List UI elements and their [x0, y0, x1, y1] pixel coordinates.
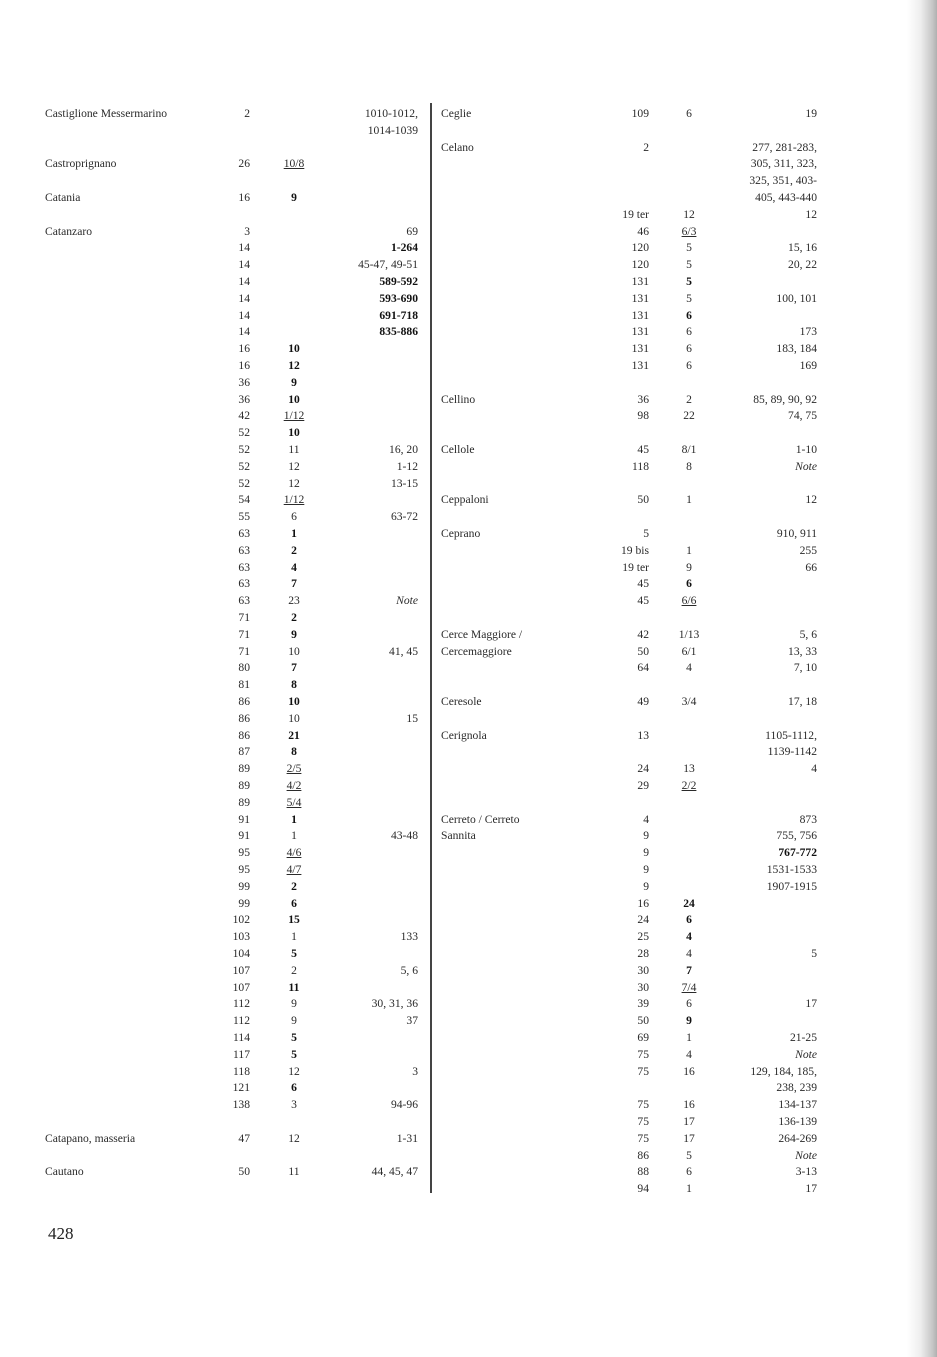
issue-number: 12 [288, 359, 300, 372]
issue-number: 6/3 [681, 224, 697, 238]
page-edge-shadow [907, 0, 937, 1357]
page-reference: 755, 756 [776, 829, 817, 843]
index-entry-place: Castroprignano [45, 157, 117, 171]
page-reference: 835-886 [379, 325, 418, 339]
issue-number: 13 [683, 762, 695, 776]
volume-number: 81 [238, 678, 250, 692]
page-reference: 21-25 [789, 1031, 817, 1044]
issue-number: 2/5 [286, 762, 302, 776]
volume-number: 131 [631, 308, 649, 322]
index-entry-place: Ceprano [441, 527, 481, 540]
volume-number: 71 [238, 627, 250, 641]
issue-number: 10 [288, 644, 300, 658]
volume-number: 86 [238, 695, 250, 708]
volume-number: 131 [631, 291, 649, 305]
issue-number: 4/6 [286, 846, 302, 860]
volume-number: 118 [632, 459, 649, 473]
page-reference: 1014-1039 [367, 123, 418, 137]
volume-number: 5 [643, 527, 649, 540]
issue-number: 2 [291, 879, 297, 893]
volume-number: 52 [238, 459, 250, 473]
page-reference: 255 [799, 543, 817, 557]
index-entry-place: Catanzaro [45, 224, 92, 238]
issue-number: 17 [683, 1115, 695, 1128]
volume-number: 50 [637, 644, 649, 658]
issue-number: 5 [686, 275, 692, 288]
page-reference: 15, 16 [788, 241, 817, 255]
volume-number: 14 [238, 241, 250, 255]
volume-number: 63 [238, 543, 250, 557]
volume-number: 50 [637, 1014, 649, 1028]
issue-number: 4/2 [286, 779, 302, 792]
volume-number: 26 [238, 157, 250, 171]
volume-number: 30 [637, 963, 649, 977]
issue-number: 10 [288, 342, 300, 356]
volume-number: 9 [643, 863, 649, 876]
page-reference: 13-15 [390, 476, 418, 490]
page-reference: 405, 443-440 [755, 191, 817, 204]
index-entry-place-cont: Cercemaggiore [441, 644, 512, 658]
page-reference: 1-12 [396, 459, 418, 473]
volume-number: 16 [238, 342, 250, 356]
issue-number: 5 [291, 1031, 297, 1044]
page-reference: 173 [799, 325, 817, 339]
volume-number: 36 [238, 392, 250, 406]
issue-number: 3 [291, 1098, 297, 1112]
volume-number: 24 [637, 913, 649, 927]
issue-number: 6 [686, 577, 692, 591]
volume-number: 91 [238, 829, 250, 843]
volume-number: 14 [238, 308, 250, 322]
volume-number: 80 [238, 661, 250, 675]
page-reference: 264-269 [778, 1131, 817, 1145]
issue-number: 1 [291, 527, 297, 540]
issue-number: 9 [686, 560, 692, 574]
issue-number: 6 [686, 913, 692, 927]
page-reference: 1907-1915 [766, 879, 817, 893]
page-reference: 589-592 [379, 275, 418, 288]
index-entry-place: Celano [441, 140, 474, 154]
issue-number: 9 [686, 1014, 692, 1028]
volume-number: 109 [631, 107, 649, 120]
index-entry-place-cont: Sannita [441, 829, 476, 843]
index-entry-place: Ceresole [441, 695, 482, 708]
issue-number: 12 [288, 459, 300, 473]
issue-number: 1 [686, 543, 692, 557]
page-reference: 15 [406, 711, 418, 725]
page-reference: 136-139 [778, 1115, 817, 1128]
volume-number: 75 [637, 1064, 649, 1078]
issue-number: 6 [686, 107, 692, 120]
volume-number: 118 [233, 1064, 250, 1078]
page-reference: 1010-1012, [364, 107, 418, 120]
volume-number: 121 [232, 1081, 250, 1095]
volume-number: 45 [637, 577, 649, 591]
page-reference: 100, 101 [776, 291, 817, 305]
volume-number: 71 [238, 611, 250, 624]
volume-number: 52 [238, 426, 250, 440]
volume-number: 131 [631, 342, 649, 356]
index-entry-place: Catania [45, 191, 81, 204]
page-reference: 133 [400, 930, 418, 944]
issue-number: 11 [288, 443, 300, 456]
issue-number: 5 [291, 947, 297, 960]
volume-number: 52 [238, 476, 250, 490]
page-reference: 325, 351, 403- [749, 174, 817, 188]
index-entry-place: Castiglione Messermarino [45, 107, 168, 120]
page-reference: Note [396, 594, 418, 608]
volume-number: 75 [637, 1098, 649, 1112]
volume-number: 36 [637, 392, 649, 406]
index-entry-place: Catapano, masseria [45, 1131, 136, 1145]
page-reference: 5, 6 [799, 627, 817, 641]
page-reference: 74, 75 [788, 409, 817, 423]
issue-number: 12 [288, 476, 300, 490]
page-reference: 1-10 [795, 443, 817, 456]
volume-number: 75 [637, 1047, 649, 1061]
issue-number: 22 [683, 409, 695, 423]
issue-number: 6 [686, 342, 692, 356]
issue-number: 1 [686, 1182, 692, 1196]
page-reference: 12 [805, 207, 817, 221]
page-reference: 30, 31, 36 [371, 997, 418, 1011]
volume-number: 75 [637, 1115, 649, 1128]
issue-number: 5 [686, 241, 692, 255]
issue-number: 6 [291, 1081, 297, 1095]
volume-number: 63 [238, 577, 250, 591]
issue-number: 6 [686, 997, 692, 1011]
page-reference: 17, 18 [788, 695, 817, 708]
page-reference: 3 [412, 1064, 418, 1078]
issue-number: 15 [288, 913, 300, 927]
page-reference: 44, 45, 47 [371, 1165, 418, 1179]
volume-number: 95 [238, 846, 250, 860]
issue-number: 6/6 [681, 594, 697, 608]
volume-number: 45 [637, 594, 649, 608]
volume-number: 102 [232, 913, 250, 927]
page-reference: 63-72 [390, 510, 418, 524]
index-entry-place: Cautano [45, 1165, 84, 1179]
volume-number: 63 [238, 527, 250, 540]
page-reference: 305, 311, 323, [750, 157, 817, 171]
page-reference: 94-96 [390, 1098, 418, 1112]
issue-number: 2/2 [681, 779, 697, 792]
volume-number: 107 [232, 963, 250, 977]
page-reference: 3-13 [795, 1165, 817, 1179]
issue-number: 6/1 [681, 644, 697, 658]
volume-number: 50 [238, 1165, 250, 1179]
volume-number: 9 [643, 846, 649, 860]
issue-number: 8 [291, 745, 297, 759]
volume-number: 14 [238, 291, 250, 305]
volume-number: 25 [637, 930, 649, 944]
page-reference: 16, 20 [389, 443, 418, 456]
volume-number: 3 [244, 224, 250, 238]
page-reference: 41, 45 [389, 644, 418, 658]
volume-number: 14 [238, 325, 250, 339]
page-reference: 134-137 [778, 1098, 817, 1112]
index-entry-place: Ceppaloni [441, 493, 489, 507]
page-reference: 1-31 [396, 1131, 418, 1145]
page-reference: 767-772 [778, 846, 817, 860]
page-reference: 1531-1533 [766, 863, 817, 876]
issue-number: 12 [288, 1064, 300, 1078]
issue-number: 1 [686, 493, 692, 507]
issue-number: 9 [291, 375, 297, 389]
issue-number: 10 [288, 711, 300, 725]
issue-number: 4 [686, 661, 692, 675]
volume-number: 89 [238, 795, 250, 809]
page-reference: 20, 22 [788, 258, 817, 272]
issue-number: 10 [288, 426, 300, 440]
column-divider [430, 103, 432, 1193]
issue-number: 8 [291, 678, 297, 692]
issue-number: 6 [291, 510, 297, 524]
page-number: 428 [48, 1224, 74, 1243]
page-reference: 17 [805, 1182, 817, 1196]
page-reference: 910, 911 [776, 527, 817, 540]
volume-number: 69 [637, 1031, 649, 1044]
volume-number: 75 [637, 1131, 649, 1145]
volume-number: 13 [637, 728, 649, 742]
issue-number: 1 [686, 1031, 692, 1044]
issue-number: 10 [288, 695, 300, 708]
issue-number: 4 [686, 947, 692, 960]
volume-number: 45 [637, 443, 649, 456]
issue-number: 5/4 [286, 795, 302, 809]
page-reference: Note [795, 1047, 817, 1061]
volume-number: 71 [238, 644, 250, 658]
volume-number: 9 [643, 829, 649, 843]
volume-number: 19 ter [622, 207, 649, 221]
volume-number: 87 [238, 745, 250, 759]
issue-number: 2 [291, 963, 297, 977]
issue-number: 9 [291, 1014, 297, 1028]
issue-number: 4 [291, 560, 297, 574]
volume-number: 99 [238, 896, 250, 910]
volume-number: 88 [637, 1165, 649, 1179]
volume-number: 50 [637, 493, 649, 507]
page-reference: 66 [805, 560, 817, 574]
volume-number: 24 [637, 762, 649, 776]
volume-number: 63 [238, 560, 250, 574]
volume-number: 2 [643, 140, 649, 154]
page-reference: 183, 184 [776, 342, 817, 356]
volume-number: 54 [238, 493, 250, 507]
volume-number: 89 [238, 779, 250, 792]
issue-number: 1 [291, 812, 297, 826]
issue-number: 5 [686, 258, 692, 272]
issue-number: 24 [683, 896, 695, 910]
volume-number: 94 [637, 1182, 649, 1196]
issue-number: 16 [683, 1064, 695, 1078]
issue-number: 8/1 [681, 443, 697, 456]
page-reference: 4 [811, 762, 817, 776]
volume-number: 46 [637, 224, 649, 238]
page-reference: 1139-1142 [767, 745, 817, 759]
volume-number: 39 [637, 997, 649, 1011]
volume-number: 2 [244, 107, 250, 120]
index-entry-place: Cellole [441, 443, 475, 456]
volume-number: 91 [238, 812, 250, 826]
issue-number: 12 [683, 207, 695, 221]
issue-number: 1/12 [283, 493, 305, 507]
issue-number: 7/4 [681, 980, 697, 994]
issue-number: 11 [288, 1165, 300, 1179]
volume-number: 95 [238, 863, 250, 876]
issue-number: 7 [291, 577, 297, 591]
issue-number: 2 [291, 611, 297, 624]
issue-number: 21 [288, 728, 300, 742]
issue-number: 5 [686, 291, 692, 305]
volume-number: 86 [238, 711, 250, 725]
index-entry-place: Cellino [441, 392, 476, 406]
page-reference: 169 [799, 359, 817, 372]
volume-number: 114 [233, 1031, 250, 1044]
volume-number: 86 [238, 728, 250, 742]
volume-number: 103 [232, 930, 250, 944]
volume-number: 107 [232, 980, 250, 994]
issue-number: 5 [291, 1047, 297, 1061]
issue-number: 2 [291, 543, 297, 557]
volume-number: 86 [637, 1148, 649, 1162]
page-reference: 7, 10 [793, 661, 817, 675]
issue-number: 3/4 [681, 695, 697, 708]
issue-number: 7 [686, 963, 692, 977]
issue-number: 6 [686, 308, 692, 322]
index-entry-place: Cerignola [441, 728, 487, 742]
issue-number: 2 [686, 392, 692, 406]
issue-number: 9 [291, 627, 297, 641]
volume-number: 36 [238, 375, 250, 389]
volume-number: 47 [238, 1131, 250, 1145]
page-reference: 85, 89, 90, 92 [753, 392, 817, 406]
volume-number: 98 [637, 409, 649, 423]
page-reference: 1-264 [390, 241, 418, 255]
issue-number: 6 [686, 359, 692, 372]
issue-number: 11 [288, 980, 300, 994]
page-reference: Note [795, 459, 817, 473]
volume-number: 42 [238, 409, 250, 423]
issue-number: 5 [686, 1148, 692, 1162]
volume-number: 138 [232, 1098, 250, 1112]
volume-number: 99 [238, 879, 250, 893]
page-reference: 5 [811, 947, 817, 960]
issue-number: 6 [291, 896, 297, 910]
volume-number: 42 [637, 627, 649, 641]
issue-number: 7 [291, 661, 297, 675]
page-reference: 69 [406, 224, 418, 238]
issue-number: 4/7 [286, 863, 302, 876]
volume-number: 4 [643, 812, 649, 826]
volume-number: 55 [238, 510, 250, 524]
volume-number: 14 [238, 258, 250, 272]
volume-number: 131 [631, 325, 649, 339]
page-reference: 37 [406, 1014, 418, 1028]
volume-number: 64 [637, 661, 649, 675]
page-reference: 45-47, 49-51 [358, 258, 418, 272]
index-entry-place: Ceglie [441, 107, 472, 120]
page-reference: 1105-1112, [765, 728, 817, 742]
issue-number: 1/13 [678, 627, 700, 641]
index-entry-place: Cerreto / Cerreto [441, 812, 520, 826]
page-reference: 691-718 [379, 308, 418, 322]
page-reference: 17 [805, 997, 817, 1011]
page-reference: 13, 33 [788, 644, 817, 658]
volume-number: 112 [233, 997, 250, 1011]
volume-number: 14 [238, 275, 250, 288]
volume-number: 120 [631, 258, 649, 272]
issue-number: 1 [291, 930, 297, 944]
issue-number: 9 [291, 997, 297, 1011]
issue-number: 12 [288, 1131, 300, 1145]
issue-number: 10/8 [283, 157, 305, 171]
issue-number: 6 [686, 325, 692, 339]
volume-number: 49 [637, 695, 649, 708]
page-reference: 19 [805, 107, 817, 120]
issue-number: 9 [291, 191, 297, 204]
volume-number: 30 [637, 980, 649, 994]
page-reference: 5, 6 [400, 963, 418, 977]
volume-number: 117 [233, 1047, 250, 1061]
page-reference: 12 [805, 493, 817, 507]
page-reference: 593-690 [379, 291, 418, 305]
issue-number: 16 [683, 1098, 695, 1112]
issue-number: 1 [291, 829, 297, 843]
issue-number: 8 [686, 459, 692, 473]
volume-number: 104 [232, 947, 250, 960]
issue-number: 6 [686, 1165, 692, 1179]
issue-number: 1/12 [283, 409, 305, 423]
volume-number: 16 [238, 359, 250, 372]
volume-number: 89 [238, 762, 250, 776]
volume-number: 29 [637, 779, 649, 792]
volume-number: 16 [637, 896, 649, 910]
index-entry-place: Cerce Maggiore / [441, 627, 523, 641]
issue-number: 17 [683, 1131, 695, 1145]
volume-number: 63 [238, 594, 250, 608]
volume-number: 131 [631, 275, 649, 288]
page-reference: 238, 239 [776, 1081, 817, 1095]
volume-number: 120 [631, 241, 649, 255]
volume-number: 28 [637, 947, 649, 960]
page-reference: Note [795, 1148, 817, 1162]
page-reference: 277, 281-283, [752, 140, 817, 154]
volume-number: 52 [238, 443, 250, 456]
issue-number: 4 [686, 1047, 692, 1061]
issue-number: 23 [288, 594, 300, 608]
volume-number: 112 [233, 1014, 250, 1028]
volume-number: 9 [643, 879, 649, 893]
page-reference: 873 [799, 812, 817, 826]
volume-number: 19 ter [622, 560, 649, 574]
volume-number: 131 [631, 359, 649, 372]
issue-number: 10 [288, 392, 300, 406]
volume-number: 19 bis [620, 543, 649, 557]
issue-number: 4 [686, 930, 692, 944]
page-reference: 129, 184, 185, [750, 1064, 817, 1078]
volume-number: 16 [238, 191, 250, 204]
page-reference: 43-48 [390, 829, 418, 843]
